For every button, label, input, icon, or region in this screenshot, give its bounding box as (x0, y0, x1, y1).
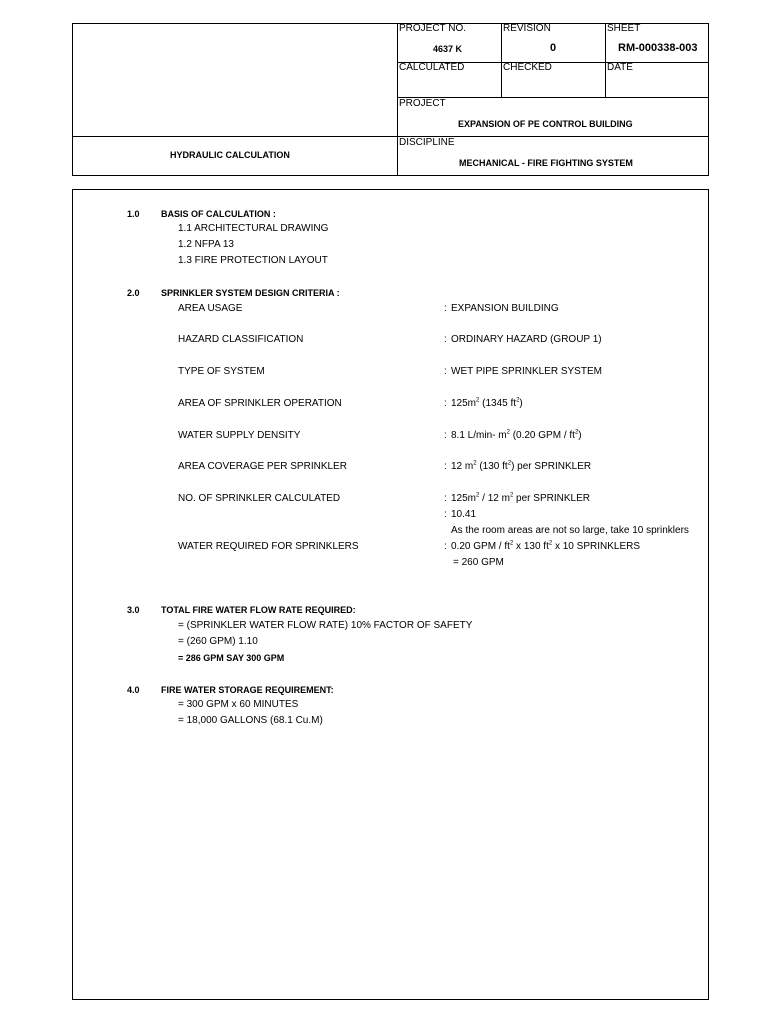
criteria-value: EXPANSION BUILDING (451, 303, 559, 314)
revision-label: REVISION (503, 23, 551, 34)
discipline-label: DISCIPLINE (399, 137, 455, 148)
section-title: FIRE WATER STORAGE REQUIREMENT: (161, 685, 334, 695)
criteria-label: AREA OF SPRINKLER OPERATION (178, 398, 342, 409)
criteria-value: WET PIPE SPRINKLER SYSTEM (451, 366, 602, 377)
checked-label: CHECKED (503, 62, 552, 73)
criteria-note: As the room areas are not so large, take 10 sprinklers (451, 525, 689, 536)
criteria-label: WATER SUPPLY DENSITY (178, 430, 301, 441)
criteria-value: 12 $m^2$ (130 $ft^2$) per SPRINKLER (451, 460, 592, 472)
sheet-value: RM-000338-003 (618, 42, 698, 54)
header-divider (501, 23, 502, 97)
date-label: DATE (607, 62, 633, 73)
colon: : (444, 509, 447, 520)
section-number: 3.0 (127, 605, 140, 615)
document-title: HYDRAULIC CALCULATION (170, 150, 290, 160)
criteria-label: AREA COVERAGE PER SPRINKLER (178, 461, 347, 472)
colon: : (444, 461, 447, 472)
list-item: 1.1 ARCHITECTURAL DRAWING (178, 223, 329, 234)
formula-line: = (SPRINKLER WATER FLOW RATE) 10% FACTOR OF SAFETY (178, 620, 473, 631)
project-value: EXPANSION OF PE CONTROL BUILDING (458, 119, 633, 129)
section-title: BASIS OF CALCULATION : (161, 209, 276, 219)
discipline-value: MECHANICAL - FIRE FIGHTING SYSTEM (459, 158, 633, 168)
header-divider (72, 136, 709, 137)
list-item: 1.2 NFPA 13 (178, 239, 234, 250)
revision-value: 0 (550, 42, 557, 54)
criteria-value: ORDINARY HAZARD (GROUP 1) (451, 334, 602, 345)
project-no-value: 4637 K (433, 44, 463, 54)
formula-result: = 286 GPM SAY 300 GPM (178, 653, 285, 663)
criteria-value: 0.20 GPM / $ft^2$ x 130 $ft^2$ x 10 SPRINKLERS (451, 540, 640, 552)
criteria-value: 10.41 (451, 509, 477, 520)
criteria-value: $125m^2$ (1345 $ft^2$) (451, 397, 523, 409)
section-title: SPRINKLER SYSTEM DESIGN CRITERIA : (161, 288, 340, 298)
colon: : (444, 334, 447, 345)
colon: : (444, 430, 447, 441)
section-number: 2.0 (127, 288, 140, 298)
criteria-value: $125m^2 / 12$ $m^2$ per SPRINKLER (451, 492, 590, 504)
colon: : (444, 541, 447, 552)
formula-line: = 300 GPM x 60 MINUTES (178, 699, 299, 710)
project-no-label: PROJECT NO. (399, 23, 467, 34)
colon: : (444, 303, 447, 314)
calculation-body (72, 189, 709, 1000)
colon: : (444, 493, 447, 504)
criteria-label: WATER REQUIRED FOR SPRINKLERS (178, 541, 359, 552)
criteria-label: TYPE OF SYSTEM (178, 366, 265, 377)
header-divider (605, 23, 606, 97)
criteria-label: NO. OF SPRINKLER CALCULATED (178, 493, 341, 504)
criteria-label: AREA USAGE (178, 303, 243, 314)
sheet-label: SHEET (607, 23, 641, 34)
header-divider (397, 23, 398, 176)
list-item: 1.3 FIRE PROTECTION LAYOUT (178, 255, 328, 266)
title-block (72, 23, 709, 176)
section-number: 1.0 (127, 209, 140, 219)
criteria-label: HAZARD CLASSIFICATION (178, 334, 304, 345)
project-label: PROJECT (399, 98, 446, 109)
criteria-result: = 260 GPM (453, 557, 504, 568)
formula-line: = (260 GPM) 1.10 (178, 636, 258, 647)
calculated-label: CALCULATED (399, 62, 465, 73)
section-title: TOTAL FIRE WATER FLOW RATE REQUIRED: (161, 605, 356, 615)
criteria-value: 8.1 L/min- $m^2$ (0.20 GPM / $ft^2$) (451, 429, 582, 441)
colon: : (444, 398, 447, 409)
formula-line: = 18,000 GALLONS (68.1 Cu.M) (178, 715, 323, 726)
section-number: 4.0 (127, 685, 140, 695)
colon: : (444, 366, 447, 377)
